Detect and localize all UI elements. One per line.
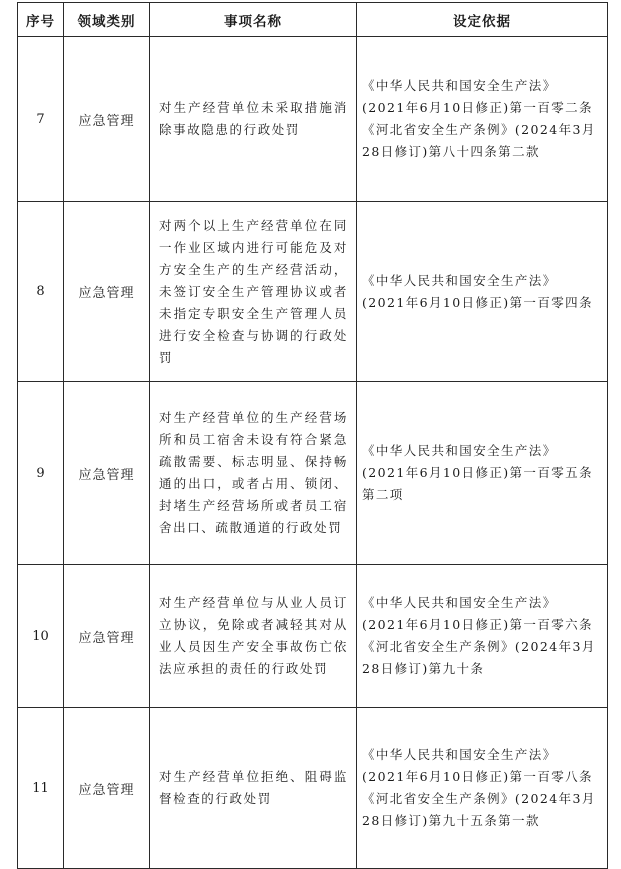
row-item-name: 对生产经营单位拒绝、阻碍监督检查的行政处罚 bbox=[150, 708, 357, 869]
table-row bbox=[18, 37, 608, 202]
header-item: 事项名称 bbox=[150, 3, 357, 37]
row-domain: 应急管理 bbox=[64, 565, 150, 708]
row-basis bbox=[357, 382, 608, 565]
basis-entry: 《河北省安全生产条例》(2024年3月28日修订)第九十条 bbox=[362, 639, 596, 676]
penalty-items-table bbox=[17, 2, 608, 869]
basis-entry: 《中华人民共和国安全生产法》(2021年6月10日修正)第一百零五条第二项 bbox=[362, 443, 593, 502]
row-number: 11 bbox=[18, 708, 64, 869]
row-number: 7 bbox=[18, 37, 64, 202]
row-domain: 应急管理 bbox=[64, 382, 150, 565]
table-row bbox=[18, 708, 608, 869]
table-row bbox=[18, 565, 608, 708]
row-number: 8 bbox=[18, 202, 64, 382]
basis-entry: 《中华人民共和国安全生产法》(2021年6月10日修正)第一百零八条 bbox=[362, 747, 593, 784]
basis-entry: 《中华人民共和国安全生产法》(2021年6月10日修正)第一百零六条 bbox=[362, 595, 593, 632]
row-domain: 应急管理 bbox=[64, 202, 150, 382]
table-header-row bbox=[18, 3, 608, 37]
row-domain: 应急管理 bbox=[64, 708, 150, 869]
table-row bbox=[18, 382, 608, 565]
basis-entry: 《河北省安全生产条例》(2024年3月28日修订)第九十五条第一款 bbox=[362, 791, 596, 828]
row-number: 10 bbox=[18, 565, 64, 708]
header-basis: 设定依据 bbox=[357, 3, 608, 37]
row-basis bbox=[357, 37, 608, 202]
row-basis bbox=[357, 565, 608, 708]
row-item-name: 对生产经营单位与从业人员订立协议，免除或者减轻其对从业人员因生产安全事故伤亡依法应承担的责任的行政处罚 bbox=[150, 565, 357, 708]
header-domain: 领域类别 bbox=[64, 3, 150, 37]
basis-entry: 《河北省安全生产条例》(2024年3月28日修订)第八十四条第二款 bbox=[362, 122, 596, 159]
basis-entry: 《中华人民共和国安全生产法》(2021年6月10日修正)第一百零二条 bbox=[362, 78, 593, 115]
row-domain: 应急管理 bbox=[64, 37, 150, 202]
row-number: 9 bbox=[18, 382, 64, 565]
table-row bbox=[18, 202, 608, 382]
row-item-name: 对生产经营单位未采取措施消除事故隐患的行政处罚 bbox=[150, 37, 357, 202]
header-no: 序号 bbox=[18, 3, 64, 37]
row-item-name: 对两个以上生产经营单位在同一作业区域内进行可能危及对方安全生产的生产经营活动，未签订安全生产管理协议或者未指定专职安全生产管理人员进行安全检查与协调的行政处罚 bbox=[150, 202, 357, 382]
basis-entry: 《中华人民共和国安全生产法》(2021年6月10日修正)第一百零四条 bbox=[362, 272, 593, 310]
row-basis bbox=[357, 202, 608, 382]
row-basis bbox=[357, 708, 608, 869]
row-item-name: 对生产经营单位的生产经营场所和员工宿舍未设有符合紧急疏散需要、标志明显、保持畅通的出口，或者占用、锁闭、封堵生产经营场所或者员工宿舍出口、疏散通道的行政处罚 bbox=[150, 382, 357, 565]
